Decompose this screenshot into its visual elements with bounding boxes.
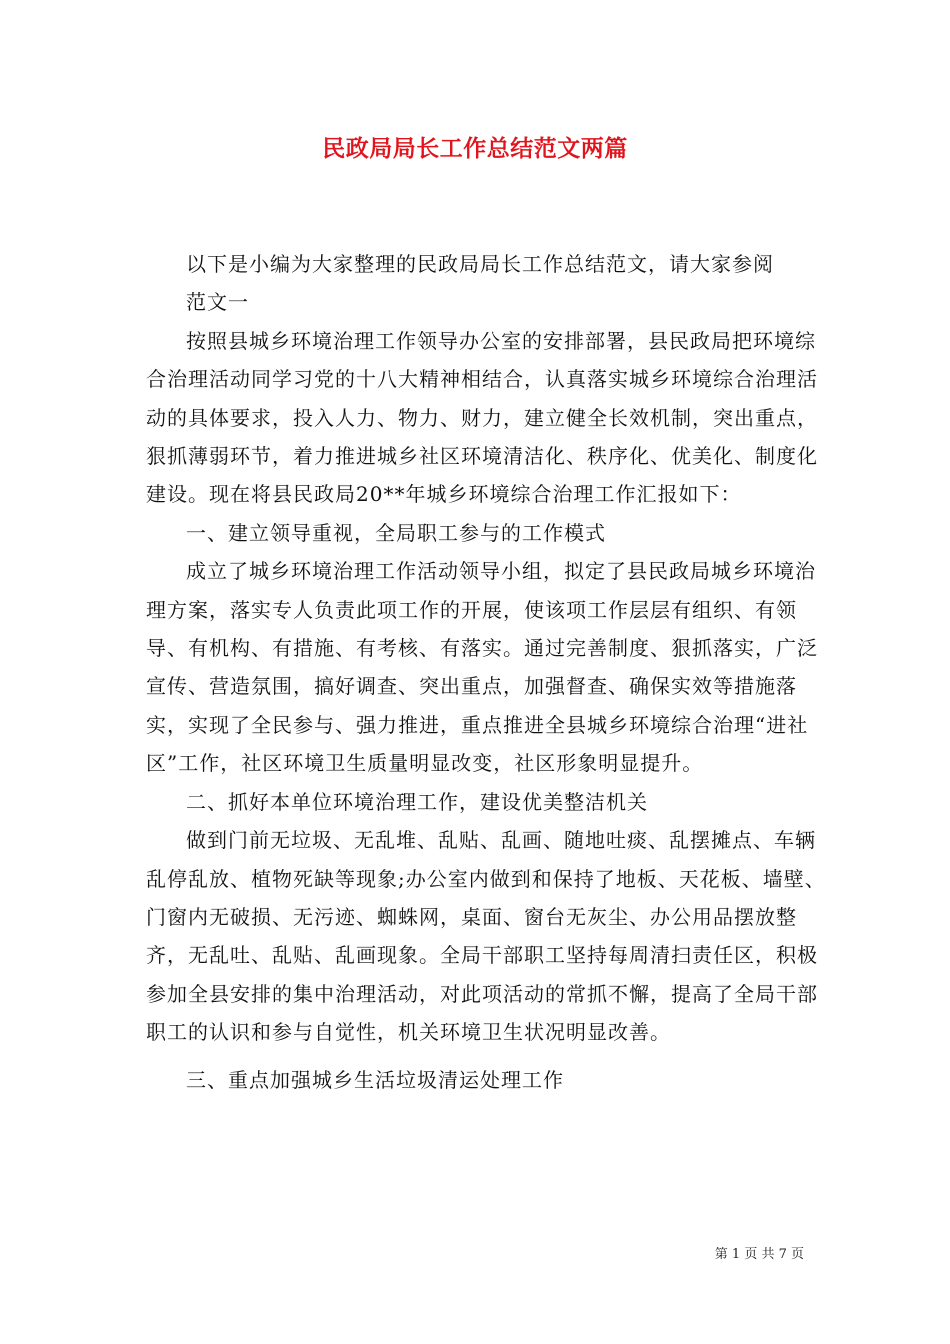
- section-heading: 一、建立领导重视，全局职工参与的工作模式: [186, 520, 606, 545]
- body-paragraph: 做到门前无垃圾、无乱堆、乱贴、乱画、随地吐痰、乱摆摊点、车辆乱停乱放、植物死缺等现象;办公室内做到和保持了地板、天花板、墙壁、门窗内无破损、无污迹、蜘蛛网，桌面、窗台无灰尘、办公用品摆放整齐，无乱吐、乱贴、乱画现象。全局干部职工坚持每周清扫责任区，积极参加全县安排的集中治理活动，对此项活动的常抓不懈，提高了全局干部职工的认识和参与自觉性，机关环境卫生状况明显改善。: [146, 828, 826, 1045]
- intro-paragraph: 以下是小编为大家整理的民政局局长工作总结范文，请大家参阅: [186, 252, 774, 276]
- page-number: 第 1 页 共 7 页: [714, 1247, 804, 1262]
- body-paragraph: 按照县城乡环境治理工作领导办公室的安排部署，县民政局把环境综合治理活动同学习党的十八大精神相结合，认真落实城乡环境综合治理活动的具体要求，投入人力、物力、财力，建立健全长效机制，突出重点，狠抓薄弱环节，着力推进城乡社区环境清洁化、秩序化、优美化、制度化建设。现在将县民政局20**年城乡环境综合治理工作汇报如下：: [146, 328, 818, 507]
- document-body: [146, 245, 830, 1099]
- section-heading: 二、抓好本单位环境治理工作，建设优美整洁机关: [186, 789, 648, 814]
- section-heading: 三、重点加强城乡生活垃圾清运处理工作: [186, 1067, 564, 1092]
- document-title: 民政局局长工作总结范文两篇: [322, 135, 628, 162]
- section-label: 范文一: [186, 290, 249, 315]
- body-paragraph: 成立了城乡环境治理工作活动领导小组，拟定了县民政局城乡环境治理方案，落实专人负责此项工作的开展，使该项工作层层有组织、有领导、有机构、有措施、有考核、有落实。通过完善制度、狠抓落实，广泛宣传、营造氛围，搞好调查、突出重点，加强督查、确保实效等措施落实，实现了全民参与、强力推进，重点推进全县城乡环境综合治理“进社区”工作，社区环境卫生质量明显改变，社区形象明显提升。: [146, 559, 818, 776]
